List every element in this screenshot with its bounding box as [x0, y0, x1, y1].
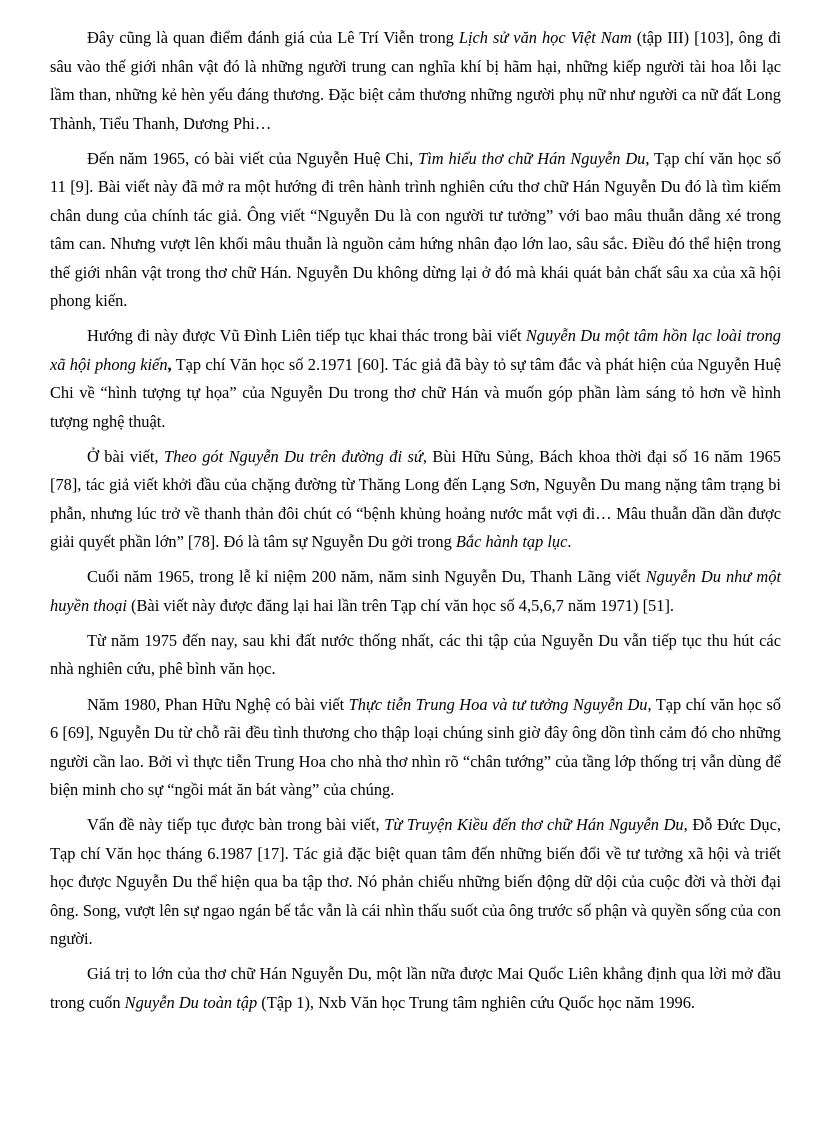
text-run: Đến năm 1965, có bài viết của Nguyễn Huệ Chi,: [87, 148, 419, 168]
bold-comma: ,: [167, 354, 172, 374]
book-title: Lịch sử văn học Việt Nam: [458, 28, 632, 47]
text-run: , Bùi Hữu Sủng, Bách khoa thời đại số 16 năm 1965 [78], tác giả viết khởi đầu của chặng đường từ Thăng Long đến Lạng Sơn, Nguyễn Du mang nặng tâm trạng bi phẫn, nhưng lúc trở về thanh thản đôi chút có “bệnh khủng hoảng nước mắt vợi đi… Mâu thuẫn dần dần được giải quyết phần lớn” [78]. Đó là tâm sự Nguyễn Du gởi trong: [50, 446, 781, 552]
paragraph: [50, 811, 781, 954]
text-run: Cuối năm 1965, trong lễ kỉ niệm 200 năm, năm sinh Nguyễn Du, Thanh Lãng viết: [87, 567, 646, 587]
text-run: , Tạp chí văn học số 11 [9]. Bài viết này đã mở ra một hướng đi trên hành trình nghiên cứu thơ chữ Hán Nguyễn Du đó là tìm kiếm chân dung của chính tác giả. Ông viết “Nguyễn Du là con người tư tưởng” với bao mâu thuẫn dằng xé trong tâm can. Nhưng vượt lên khối mâu thuẫn là nguồn cảm hứng nhân đạo lớn lao, sâu sắc. Điều đó thể hiện trong thế giới nhân vật trong thơ chữ Hán. Nguyễn Du không dừng lại ở đó mà khái quát bản chất sâu xa của xã hội phong kiến.: [50, 148, 782, 311]
paragraph: [50, 563, 781, 620]
text-run: (Tập 1), Nxb Văn học Trung tâm nghiên cứu Quốc học năm 1996.: [257, 992, 695, 1012]
text-run: Giá trị to lớn của thơ chữ Hán Nguyễn Du, một lần nữa được Mai Quốc Liên khẳng định qua lời mở đầu trong cuốn: [50, 964, 781, 1012]
text-run: Từ năm 1975 đến nay, sau khi đất nước thống nhất, các thi tập của Nguyễn Du vẫn tiếp tục thu hút các nhà nghiên cứu, phê bình văn học.: [50, 630, 781, 679]
book-title: Nguyễn Du toàn tập: [124, 992, 258, 1012]
text-run: (Bài viết này được đăng lại hai lần trên Tạp chí văn học số 4,5,6,7 năm 1971) [51].: [126, 595, 675, 615]
book-title: Bắc hành tạp lục: [455, 532, 568, 552]
article-title: Tìm hiểu thơ chữ Hán Nguyễn Du: [418, 148, 646, 168]
paragraph: [50, 627, 781, 684]
text-run: .: [567, 532, 572, 552]
text-run: Năm 1980, Phan Hữu Nghệ có bài viết: [87, 694, 349, 714]
text-run: Ở bài viết,: [87, 446, 164, 466]
paragraph: [50, 960, 781, 1017]
text-run: Tạp chí Văn học số 2.1971 [60]. Tác giả đã bày tỏ sự tâm đắc và phát hiện của Nguyễn Huệ Chi về “hình tượng tự họa” của Nguyễn Du trong thơ chữ Hán và muốn góp phần làm sáng tỏ hơn về hình tượng nghệ thuật.: [50, 354, 782, 431]
text-run: , Đỗ Đức Dục, Tạp chí Văn học tháng 6.1987 [17]. Tác giả đặc biệt quan tâm đến những biến đổi về tư tưởng xã hội và triết học được Nguyễn Du thể hiện qua ba tập thơ. Nó phản chiếu những biến động dữ dội của cuộc đời và thời đại ông. Song, vượt lên sự ngao ngán bế tắc vẫn là cái nhìn thấu suốt của ông trước số phận và quyền sống của con người.: [50, 815, 781, 949]
article-title: Nguyễn Du một tâm hồn lạc loài trong xã hội phong kiến: [50, 326, 781, 374]
article-title: Nguyễn Du như một huyền thoại: [50, 567, 781, 615]
article-title: Theo gót Nguyễn Du trên đường đi sứ: [163, 446, 423, 466]
article-title: Thực tiễn Trung Hoa và tư tưởng Nguyễn Du: [348, 694, 648, 714]
paragraph: [50, 691, 781, 805]
text-run: (tập III) [103], ông đi sâu vào thế giới nhân vật đó là những người trung can nghĩa khí bị hãm hại, những kiếp người tài hoa lỗi lạc lầm than, những kẻ hèn yếu đáng thương. Đặc biệt cảm thương những người phụ nữ như người ca nữ đất Long Thành, Tiểu Thanh, Dương Phi…: [50, 28, 781, 133]
text-run: Đây cũng là quan điểm đánh giá của Lê Trí Viễn trong: [87, 28, 459, 47]
text-run: , Tạp chí văn học số 6 [69], Nguyễn Du từ chỗ rãi đều tình thương cho thập loại chúng sinh giờ đây ông dồn tình cảm đó cho những người cần lao. Bởi vì thực tiễn Trung Hoa cho nhà thơ nhìn rõ “chân tướng” của tầng lớp thống trị vẫn dùng để biện minh cho sự “ngồi mát ăn bát vàng” của chúng.: [50, 694, 782, 800]
paragraph: [50, 145, 781, 316]
article-title: Từ Truyện Kiều đến thơ chữ Hán Nguyễn Du: [384, 815, 684, 835]
paragraph: [50, 24, 781, 138]
document-page: [50, 24, 781, 1024]
paragraph: [50, 443, 781, 557]
text-run: Hướng đi này được Vũ Đình Liên tiếp tục khai thác trong bài viết: [87, 326, 526, 346]
paragraph: [50, 322, 781, 436]
text-run: Vấn đề này tiếp tục được bàn trong bài viết,: [87, 815, 385, 835]
